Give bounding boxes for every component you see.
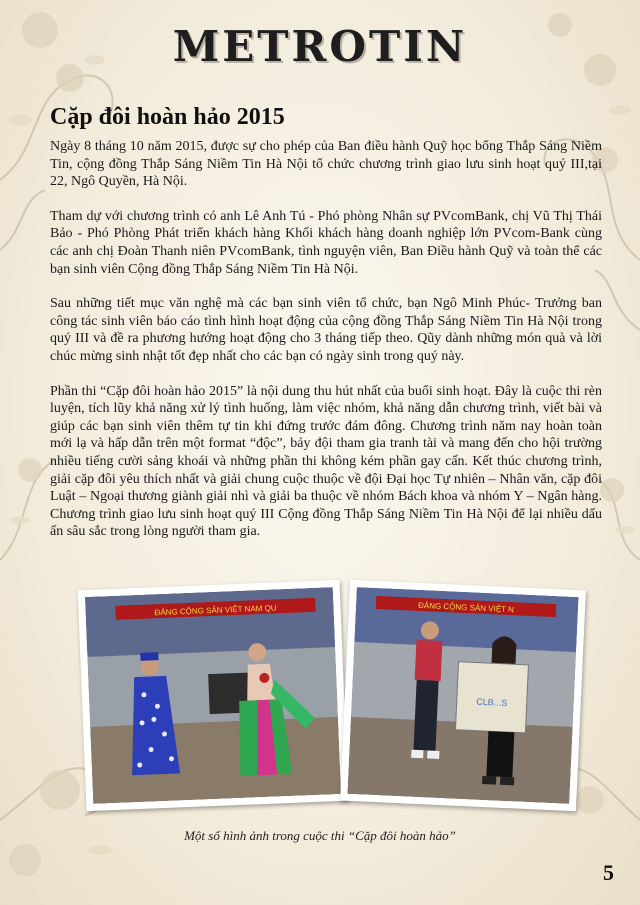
magazine-masthead: METROTIN [172,22,468,71]
cardboard-sign-text: CLB...S [476,696,508,709]
article-paragraph: Phần thi “Cặp đôi hoàn hảo 2015” là nội dung thu hút nhất của buổi sinh hoạt. Đây là cuộc thi rèn luyện, tích lũy khả năng xử lý tình huống, làm việc nhóm, khả năng dẫn chương trình, viết bài và giúp các bạn sinh viên thêm tự tin khi đứng trước đám đông. Chương trình năm nay hoàn toàn mới lạ và hấp dẫn trên một format “độc”, bảy đội tham gia tranh tài và mang đến cho hội trường nhiều tiếng cười sảng khoái và những phần thi không kém phần gay cấn. Kết thúc chương trình, giải cặp đôi yêu thích nhất và giải chung cuộc thuộc về đội Đại học Tự nhiên – Nhân văn, cặp đôi Luật – Ngoại thương giành giải nhì và giải ba thuộc về nhóm Bách khoa và nhóm Y – Ngân hàng. Chương trình giao lưu sinh hoạt quý III Cộng đồng Thắp Sáng Niềm Tin Hà Nội để lại nhiều dấu ấn sâu sắc trong lòng người tham gia. [50,383,602,540]
stage-performance-image [85,587,341,804]
article-paragraph: Tham dự với chương trình có anh Lê Anh Tú - Phó phòng Nhân sự PVcomBank, chị Vũ Thị Thái Bảo - Phó Phòng Phát triển khách hàng Khối khách hàng doanh nghiệp lớn PVcom-Bank cùng các anh chị Đoàn Thanh niên PVcomBank, tình nguyện viên, Ban Điều hành Quỹ và toàn thể các bạn sinh viên Cộng đồng Thắp Sáng Niềm Tin Hà Nội. [50,208,602,277]
event-photo-2 [340,580,586,811]
page-number: 5 [603,860,614,885]
article-title: Cặp đôi hoàn hảo 2015 [50,104,285,130]
article-paragraph: Ngày 8 tháng 10 năm 2015, được sự cho phép của Ban điều hành Quỹ học bổng Thắp Sáng Niềm Tin, cộng đồng Thắp Sáng Niềm Tin Hà Nội tổ chức chương trình giao lưu sinh hoạt quý III,tại 22, Ngô Quyền, Hà Nội. [50,139,602,190]
couple-performance-image [347,587,578,804]
stage-banner-text: ĐẢNG CỘNG SẢN VIỆT NAM QU [154,603,277,618]
article-body [50,138,602,558]
article-paragraph: Sau những tiết mục văn nghệ mà các bạn sinh viên tổ chức, bạn Ngô Minh Phúc- Trưởng ban công tác sinh viên báo cáo tình hình hoạt động của cộng đồng Thắp Sáng Niềm Tin Hà Nội trong quý III và đề ra phương hướng hoạt động cho 3 tháng tiếp theo. Qũy dành những món quà và lời chúc mừng sinh nhật tốt đẹp nhất cho các bạn có ngày sinh trong quý này. [50,296,602,364]
photo-caption: Một số hình ảnh trong cuộc thi “Cặp đôi hoàn hảo” [184,828,456,843]
stage-banner-text: ĐẢNG CỘNG SẢN VIỆT N [417,600,515,615]
event-photo-1 [78,580,349,811]
